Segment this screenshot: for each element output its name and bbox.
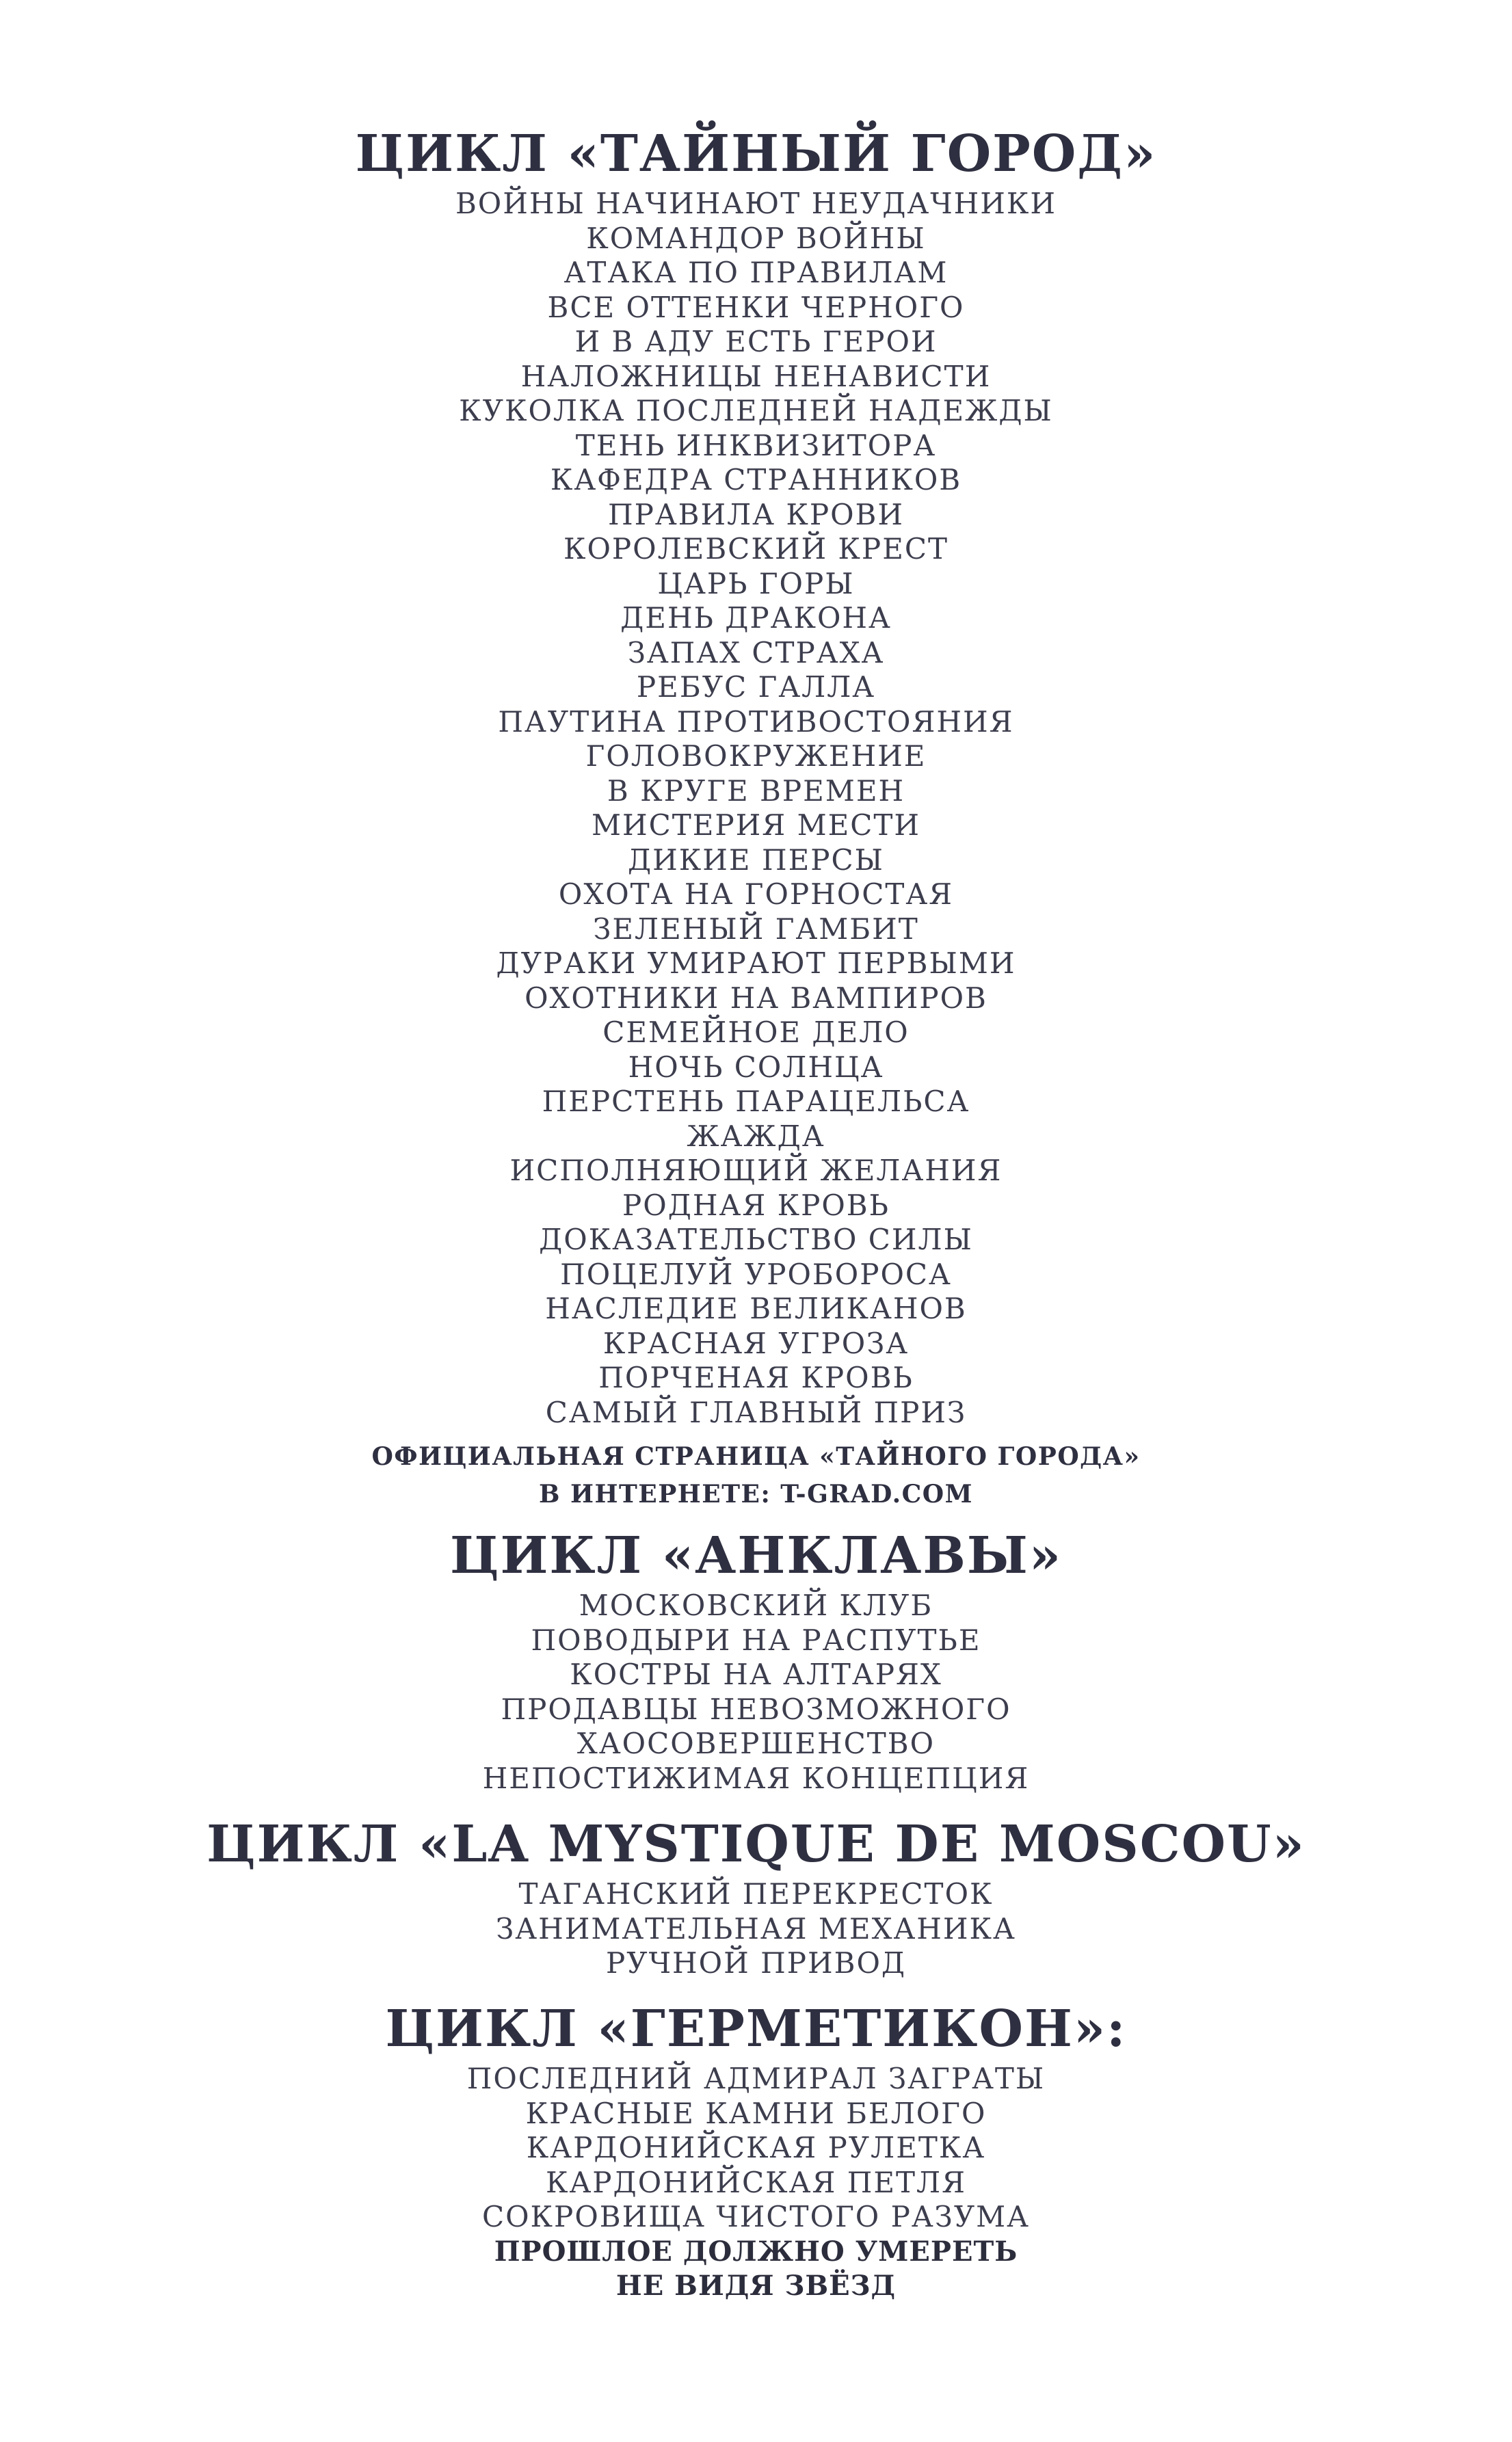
list-item: НЕПОСТИЖИМАЯ КОНЦЕПЦИЯ xyxy=(482,1761,1030,1795)
list-item: ОХОТНИКИ НА ВАМПИРОВ xyxy=(525,981,987,1015)
list-item: ПОСЛЕДНИЙ АДМИРАЛ ЗАГРАТЫ xyxy=(466,2062,1046,2095)
list-item: ПОЦЕЛУЙ УРОБОРОСА xyxy=(560,1257,952,1291)
list-item: ТАГАНСКИЙ ПЕРЕКРЕСТОК xyxy=(518,1877,994,1911)
book-list-tainy-gorod xyxy=(0,187,1512,1430)
list-item: ЗАНИМАТЕЛЬНАЯ МЕХАНИКА xyxy=(496,1911,1016,1946)
list-item: СОКРОВИЩА ЧИСТОГО РАЗУМА xyxy=(481,2200,1030,2233)
list-item: ЗАПАХ СТРАХА xyxy=(627,635,885,669)
list-item: ПЕРСТЕНЬ ПАРАЦЕЛЬСА xyxy=(542,1085,970,1118)
list-item: ПОРЧЕНАЯ КРОВЬ xyxy=(598,1361,914,1394)
list-item: КАРДОНИЙСКАЯ РУЛЕТКА xyxy=(526,2131,986,2164)
section-title-germetikon: ЦИКЛ «ГЕРМЕТИКОН»: xyxy=(385,2000,1127,2058)
list-item: ВСЕ ОТТЕНКИ ЧЕРНОГО xyxy=(547,290,965,324)
list-item: КОСТРЫ НА АЛТАРЯХ xyxy=(570,1658,942,1691)
list-item: РУЧНОЙ ПРИВОД xyxy=(605,1946,907,1980)
official-site-line-2: В ИНТЕРНЕТЕ: T-GRAD.COM xyxy=(539,1480,973,1509)
list-item: ЗЕЛЕНЫЙ ГАМБИТ xyxy=(593,912,919,946)
list-item: КАФЕДРА СТРАННИКОВ xyxy=(550,463,962,496)
list-item: ПРОДАВЦЫ НЕВОЗМОЖНОГО xyxy=(501,1692,1011,1726)
list-item: ПАУТИНА ПРОТИВОСТОЯНИЯ xyxy=(498,704,1014,739)
list-item: АТАКА ПО ПРАВИЛАМ xyxy=(563,256,949,289)
list-item: КОРОЛЕВСКИЙ КРЕСТ xyxy=(563,532,949,566)
list-item: КОМАНДОР ВОЙНЫ xyxy=(586,221,926,255)
list-item: КУКОЛКА ПОСЛЕДНЕЙ НАДЕЖДЫ xyxy=(459,394,1053,427)
list-item: ВОЙНЫ НАЧИНАЮТ НЕУДАЧНИКИ xyxy=(455,187,1057,220)
list-item: МИСТЕРИЯ МЕСТИ xyxy=(591,808,921,842)
list-item: НЕ ВИДЯ ЗВЁЗД xyxy=(615,2270,897,2302)
book-list-la-mystique-de-moscou xyxy=(0,1877,1512,1981)
section-title-anklavy: ЦИКЛ «АНКЛАВЫ» xyxy=(449,1526,1063,1585)
list-item: ДУРАКИ УМИРАЮТ ПЕРВЫМИ xyxy=(496,946,1016,980)
list-item: ПРОШЛОЕ ДОЛЖНО УМЕРЕТЬ xyxy=(494,2235,1018,2268)
list-item: НАСЛЕДИЕ ВЕЛИКАНОВ xyxy=(545,1292,967,1325)
section-title-tainy-gorod: ЦИКЛ «ТАЙНЫЙ ГОРОД» xyxy=(355,124,1157,183)
list-item: РОДНАЯ КРОВЬ xyxy=(622,1188,890,1222)
list-item: ДИКИЕ ПЕРСЫ xyxy=(628,842,884,877)
list-item: В КРУГЕ ВРЕМЕН xyxy=(607,773,905,808)
list-item: НОЧЬ СОЛНЦА xyxy=(628,1050,884,1084)
list-item: МОСКОВСКИЙ КЛУБ xyxy=(579,1589,933,1622)
list-item: КРАСНЫЕ КАМНИ БЕЛОГО xyxy=(525,2096,987,2130)
list-item: ДОКАЗАТЕЛЬСТВО СИЛЫ xyxy=(539,1223,973,1256)
list-item: КРАСНАЯ УГРОЗА xyxy=(602,1326,910,1360)
list-item: ЖАЖДА xyxy=(687,1119,825,1153)
list-item: ДЕНЬ ДРАКОНА xyxy=(620,601,892,635)
list-item: КАРДОНИЙСКАЯ ПЕТЛЯ xyxy=(545,2165,967,2199)
list-item: ПОВОДЫРИ НА РАСПУТЬЕ xyxy=(531,1623,981,1657)
list-item: ИСПОЛНЯЮЩИЙ ЖЕЛАНИЯ xyxy=(509,1154,1003,1187)
list-item: СЕМЕЙНОЕ ДЕЛО xyxy=(602,1016,910,1049)
official-site-line-1: ОФИЦИАЛЬНАЯ СТРАНИЦА «ТАЙНОГО ГОРОДА» xyxy=(371,1442,1141,1471)
list-item: ОХОТА НА ГОРНОСТАЯ xyxy=(558,877,954,911)
book-list-germetikon xyxy=(0,2062,1512,2304)
list-item: РЕБУС ГАЛЛА xyxy=(636,670,876,704)
list-item: И В АДУ ЕСТЬ ГЕРОИ xyxy=(574,325,938,358)
list-item: НАЛОЖНИЦЫ НЕНАВИСТИ xyxy=(520,359,992,393)
list-item: ХАОСОВЕРШЕНСТВО xyxy=(576,1727,936,1760)
list-item: ЦАРЬ ГОРЫ xyxy=(657,566,855,600)
list-item: ТЕНЬ ИНКВИЗИТОРА xyxy=(575,428,937,462)
list-item: САМЫЙ ГЛАВНЫЙ ПРИЗ xyxy=(545,1395,967,1429)
book-list-anklavy xyxy=(0,1589,1512,1796)
list-item: ГОЛОВОКРУЖЕНИЕ xyxy=(585,739,927,773)
list-item: ПРАВИЛА КРОВИ xyxy=(607,497,905,531)
section-title-la-mystique-de-moscou: ЦИКЛ «LA MYSTIQUE DE MOSCOU» xyxy=(207,1815,1305,1874)
